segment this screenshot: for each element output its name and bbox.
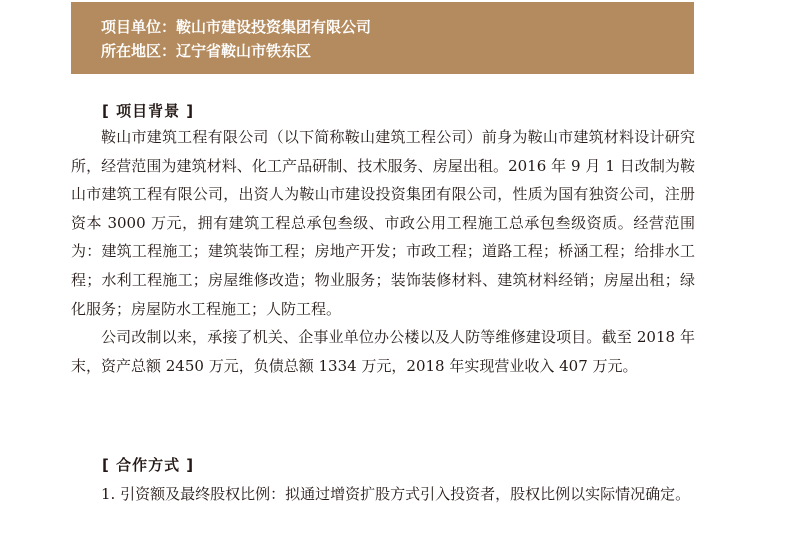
project-info-banner (71, 2, 694, 74)
background-paragraph-2: 公司改制以来，承接了机关、企事业单位办公楼以及人防等维修建设项目。截至 2018 年末，资产总额 2450 万元，负债总额 1334 万元，2018 年实现营业收入 407 万元。 (71, 328, 695, 375)
cooperation-body (71, 480, 695, 509)
background-paragraph-1: 鞍山市建筑工程有限公司（以下简称鞍山建筑工程公司）前身为鞍山市建筑材料设计研究所，经营范围为建筑材料、化工产品研制、技术服务、房屋出租。2016 年 9 月 1 日改制为鞍山市建筑工程有限公司，出资人为鞍山市建设投资集团有限公司，性质为国有独资公司，注册资本 3000 万元，拥有建筑工程总承包叁级、市政公用工程施工总承包叁级资质。经营范围为：建筑工程施工；建筑装饰工程；房地产开发；市政工程；道路工程；桥涵工程；给排水工程；水利工程施工；房屋维修改造；物业服务；装饰装修材料、建筑材料经销；房屋出租；绿化服务；房屋防水工程施工；人防工程。 (71, 128, 695, 318)
project-unit-label: 项目单位：鞍山市建设投资集团有限公司 (101, 18, 372, 36)
project-region-label: 所在地区：辽宁省鞍山市铁东区 (101, 42, 312, 60)
background-body (71, 123, 695, 380)
section-heading-background: [ 项目背景 ] (102, 102, 195, 120)
section-heading-cooperation: [ 合作方式 ] (102, 456, 195, 474)
cooperation-paragraph-1: 1. 引资额及最终股权比例：拟通过增资扩股方式引入投资者，股权比例以实际情况确定。 (101, 485, 691, 503)
